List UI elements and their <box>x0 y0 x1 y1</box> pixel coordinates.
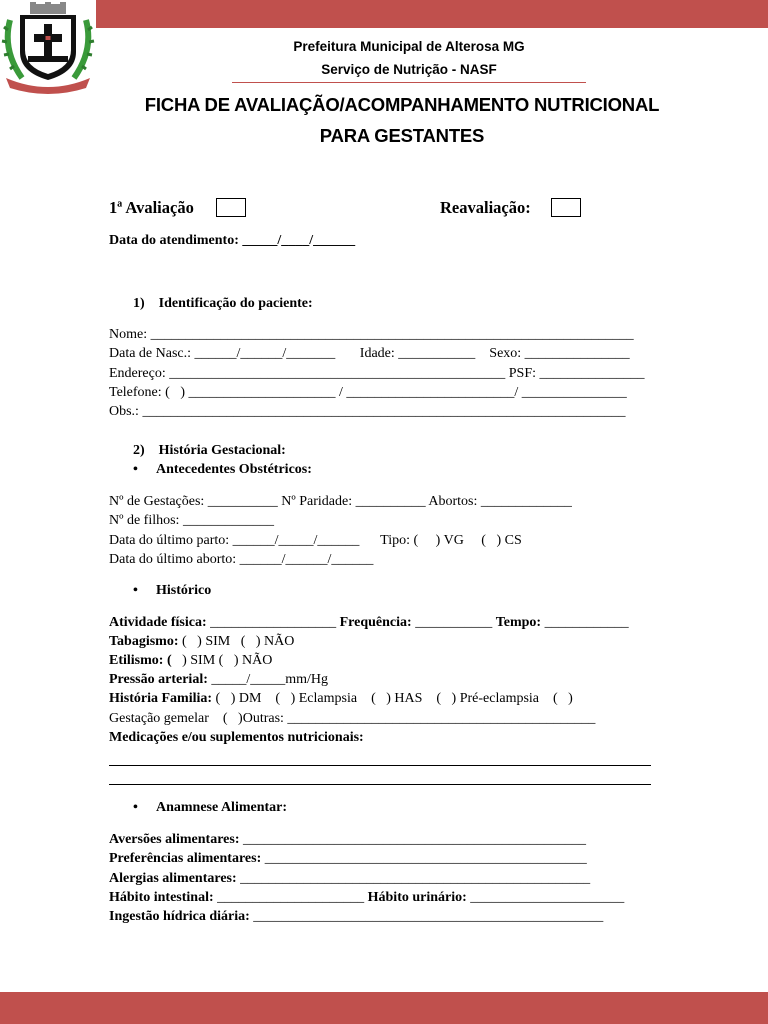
alcohol-label: Etilismo: ( <box>109 653 172 668</box>
children-field[interactable]: Nº de filhos: _____________ <box>109 513 274 528</box>
food-allergies-field[interactable] <box>109 871 590 887</box>
bottom-color-band <box>0 992 768 1024</box>
name-field[interactable]: Nome: _____________________________________________________________________ <box>109 327 634 342</box>
bullet: • <box>133 583 138 598</box>
bowel-habit-blank: _____________________ <box>213 890 368 905</box>
family-history-field[interactable] <box>109 691 573 707</box>
birthdate-age-sex-field[interactable]: Data de Nasc.: ______/______/_______ Idade: ___________ Sexo: _______________ <box>109 346 630 361</box>
history-heading: Histórico <box>156 583 212 598</box>
food-preferences-field[interactable] <box>109 851 587 867</box>
header-divider <box>232 82 586 83</box>
crest-banner-text: ALTEROSA <box>29 80 67 87</box>
bowel-urinary-habits-field[interactable] <box>109 890 624 906</box>
bowel-habit-label: Hábito intestinal: <box>109 890 214 905</box>
physical-activity-blank: __________________ <box>206 615 340 630</box>
appointment-date-field[interactable]: Data do atendimento: _____/____/______ <box>109 233 356 248</box>
medications-label: Medicações e/ou suplementos nutricionais: <box>109 730 364 745</box>
duration-label: Tempo: <box>495 615 542 630</box>
reevaluation-label: Reavaliação: <box>440 198 531 217</box>
form-title-line2: PARA GESTANTES <box>319 125 485 146</box>
food-preferences-blank: ______________________________________________ <box>261 851 587 866</box>
phone-field[interactable]: Telefone: ( ) _____________________ / ________________________/ _______________ <box>109 385 627 400</box>
municipal-crest-logo <box>0 0 96 94</box>
daily-water-intake-field[interactable] <box>109 909 603 925</box>
pregnancies-field[interactable]: Nº de Gestações: __________ Nº Paridade: __________ Abortos: _____________ <box>109 494 572 509</box>
frequency-label: Frequência: <box>339 615 412 630</box>
food-aversions-blank: _________________________________________________ <box>239 832 586 847</box>
family-history-label: História Familia: <box>109 691 213 706</box>
bullet: • <box>133 800 138 815</box>
smoking-field[interactable] <box>109 634 294 650</box>
last-birth-field[interactable]: Data do último parto: ______/_____/______ Tipo: ( ) VG ( ) CS <box>109 533 522 548</box>
urinary-habit-label: Hábito urinário: <box>367 890 467 905</box>
urinary-habit-blank: ______________________ <box>466 890 625 905</box>
food-preferences-label: Preferências alimentares: <box>109 851 262 866</box>
food-aversions-label: Aversões alimentares: <box>109 832 240 847</box>
form-title-line1: FICHA DE AVALIAÇÃO/ACOMPANHAMENTO NUTRICIONAL <box>144 94 660 115</box>
organization-name: Prefeitura Municipal de Alterosa MG <box>293 39 525 54</box>
service-name: Serviço de Nutrição - NASF <box>321 62 497 77</box>
food-allergies-label: Alergias alimentares: <box>109 871 237 886</box>
frequency-blank: ___________ <box>411 615 496 630</box>
family-history-options: ( ) DM ( ) Eclampsia ( ) HAS ( ) Pré-eclampsia ( ) <box>212 691 573 706</box>
bullet: • <box>133 462 138 477</box>
physical-activity-field[interactable] <box>109 615 629 631</box>
first-evaluation-checkbox[interactable] <box>216 198 246 217</box>
first-evaluation-label: 1ª Avaliação <box>109 198 194 217</box>
address-psf-field[interactable]: Endereço: ________________________________________________ PSF: _______________ <box>109 366 645 381</box>
food-anamnesis-heading: Anamnese Alimentar: <box>156 800 288 815</box>
food-allergies-blank: __________________________________________________ <box>236 871 591 886</box>
daily-water-intake-blank: __________________________________________________ <box>249 909 604 924</box>
blood-pressure-label: Pressão arterial: <box>109 672 208 687</box>
last-abortion-field[interactable]: Data do último aborto: ______/______/______ <box>109 552 374 567</box>
medications-line-1[interactable] <box>109 765 651 766</box>
alcohol-options: ) SIM ( ) NÃO <box>171 653 273 668</box>
blood-pressure-field[interactable] <box>109 672 328 688</box>
smoking-options: ( ) SIM ( ) NÃO <box>178 634 295 649</box>
section1-heading: 1) Identificação do paciente: <box>133 296 313 311</box>
physical-activity-label: Atividade física: <box>109 615 207 630</box>
obstetric-history-heading: Antecedentes Obstétricos: <box>156 462 312 477</box>
blood-pressure-blank: _____/_____mm/Hg <box>207 672 329 687</box>
section2-heading: 2) História Gestacional: <box>133 443 286 458</box>
alcohol-field[interactable] <box>109 653 272 669</box>
notes-field[interactable]: Obs.: _____________________________________________________________________ <box>109 404 626 419</box>
medications-line-2[interactable] <box>109 784 651 785</box>
smoking-label: Tabagismo: <box>109 634 179 649</box>
duration-blank: ____________ <box>541 615 629 630</box>
twin-pregnancy-other-field[interactable]: Gestação gemelar ( )Outras: ____________________________________________ <box>109 711 596 726</box>
reevaluation-checkbox[interactable] <box>551 198 581 217</box>
daily-water-intake-label: Ingestão hídrica diária: <box>109 909 250 924</box>
top-color-band <box>0 0 768 28</box>
food-aversions-field[interactable] <box>109 832 586 848</box>
